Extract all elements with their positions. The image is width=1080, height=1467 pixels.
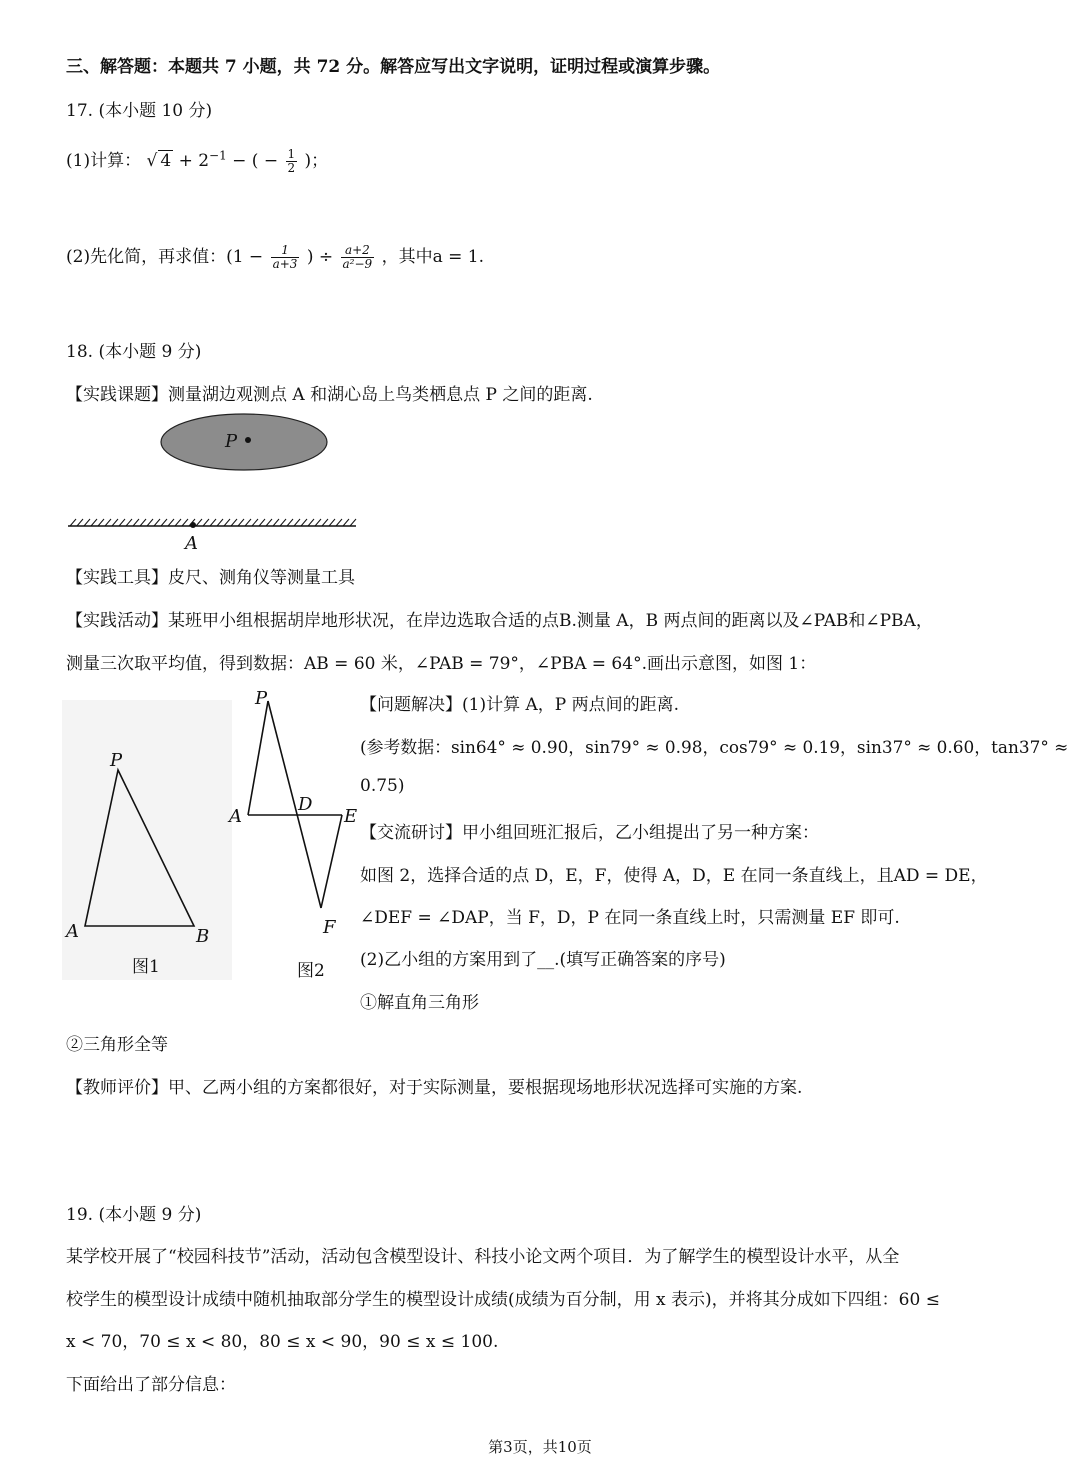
topic-label: 【实践课题】	[66, 385, 168, 405]
hatch-stroke	[70, 519, 76, 526]
lake-ellipse	[161, 414, 327, 470]
fig2-label-d: D	[298, 794, 313, 815]
q18-plan-line1: 如图 2，选择合适的点 D，E，F，使得 A，D，E 在同一条直线上，且AD = DE，	[360, 866, 988, 886]
q19-line2: 校学生的模型设计成绩中随机抽取部分学生的模型设计成绩(成绩为百分制，用 x 表示)，并将其分成如下四组：60 ≤	[66, 1290, 940, 1310]
q18-activity-line2: 测量三次取平均值，得到数据：AB = 60 米，∠PAB = 79°，∠PBA = 64°.画出示意图，如图 1：	[66, 654, 817, 674]
hatch-stroke	[252, 519, 258, 526]
hatch-stroke	[182, 519, 188, 526]
segment-pf	[268, 701, 321, 908]
q18-plan-line2: ∠DEF = ∠DAP，当 F，D，P 在同一条直线上时，只需测量 EF 即可.	[360, 908, 900, 928]
hatch-stroke	[259, 519, 265, 526]
q17-p1-fraction	[286, 148, 298, 175]
figure-2	[225, 682, 360, 982]
q18-solve	[360, 690, 679, 715]
hatch-stroke	[266, 519, 272, 526]
frac-den: a+3	[272, 257, 298, 271]
q17-part1	[66, 146, 328, 175]
eval-label: 【教师评价】	[66, 1078, 168, 1098]
page-footer: 第3页，共10页	[488, 1438, 592, 1456]
q18-title: 18. (本小题 9 分)	[66, 342, 202, 362]
hatch-stroke	[294, 519, 300, 526]
hatch-stroke	[126, 519, 132, 526]
q17-p2-end: ，其中a = 1.	[381, 247, 485, 267]
tools-label: 【实践工具】	[66, 568, 168, 588]
hatch-stroke	[217, 519, 223, 526]
frac-den: 2	[287, 161, 296, 175]
hatch-stroke	[168, 519, 174, 526]
hatch-stroke	[245, 519, 251, 526]
hatch-stroke	[315, 519, 321, 526]
lake-diagram	[60, 405, 380, 555]
q18-option2: ②三角形全等	[66, 1035, 168, 1055]
hatch-stroke	[329, 519, 335, 526]
q18-ref-line2: 0.75)	[360, 776, 405, 796]
q17-p1-exp: −1	[209, 148, 227, 163]
hatch-stroke	[105, 519, 111, 526]
q18-tools	[66, 563, 355, 588]
hatch-stroke	[175, 519, 181, 526]
shore-hatching	[70, 519, 356, 526]
q17-p2-fraction1	[271, 244, 300, 271]
hatch-stroke	[224, 519, 230, 526]
q17-p1-mid: + 2	[178, 151, 210, 171]
lake-point-dot	[245, 437, 251, 443]
q18-ref-line1: (参考数据：sin64° ≈ 0.90，sin79° ≈ 0.98，cos79° ≈ 0.19，sin37° ≈ 0.60，tan37° ≈	[360, 738, 1069, 758]
fig2-label-a: A	[229, 806, 242, 827]
hatch-stroke	[154, 519, 160, 526]
hatch-stroke	[133, 519, 139, 526]
activity-text: 某班甲小组根据胡岸地形状况，在岸边选取合适的点B.测量 A，B 两点间的距离以及∠PAB和∠PBA，	[168, 611, 933, 631]
tools-text: 皮尺、测角仪等测量工具	[168, 568, 355, 588]
q18-question2: (2)乙小组的方案用到了__.(填写正确答案的序号)	[360, 950, 726, 970]
hatch-stroke	[301, 519, 307, 526]
frac-num: 1	[271, 244, 300, 258]
topic-text: 测量湖边观测点 A 和湖心岛上鸟类栖息点 P 之间的距离.	[168, 385, 593, 405]
hatch-stroke	[84, 519, 90, 526]
hatch-stroke	[77, 519, 83, 526]
hatch-stroke	[287, 519, 293, 526]
hatch-stroke	[140, 519, 146, 526]
hatch-stroke	[119, 519, 125, 526]
sqrt-arg: 4	[160, 151, 172, 171]
frac-num: a+2	[341, 244, 375, 258]
fig2-label-e: E	[344, 806, 358, 827]
fig1-label-p: P	[110, 750, 123, 771]
q17-p2-prefix: (2)先化简，再求值：(1 −	[66, 247, 264, 267]
q18-topic	[66, 380, 593, 405]
q18-option1: ①解直角三角形	[360, 993, 479, 1013]
hatch-stroke	[210, 519, 216, 526]
segment-ef	[321, 815, 342, 908]
solve-text: (1)计算 A，P 两点间的距离.	[462, 695, 680, 715]
q17-title: 17. (本小题 10 分)	[66, 101, 213, 121]
hatch-stroke	[203, 519, 209, 526]
frac-den: a²−9	[342, 257, 373, 271]
q18-discuss	[360, 818, 819, 843]
q17-p1-prefix: (1)计算：	[66, 151, 142, 171]
fig1-caption: 图1	[132, 957, 160, 977]
solve-label: 【问题解决】	[360, 695, 462, 715]
segment-pa	[248, 701, 268, 815]
shore-point-dot	[190, 522, 196, 528]
discuss-text: 甲小组回班汇报后，乙小组提出了另一种方案：	[462, 823, 819, 843]
q17-p2-fraction2	[341, 244, 375, 271]
hatch-stroke	[161, 519, 167, 526]
q17-p2-mid: ) ÷	[306, 247, 334, 267]
fig2-label-p: P	[255, 688, 268, 709]
hatch-stroke	[147, 519, 153, 526]
q18-eval	[66, 1073, 802, 1098]
fig1-label-a: A	[66, 921, 79, 942]
hatch-stroke	[112, 519, 118, 526]
lake-point-label: P	[225, 431, 238, 452]
hatch-stroke	[322, 519, 328, 526]
discuss-label: 【交流研讨】	[360, 823, 462, 843]
section-header: 三、解答题：本题共 7 小题，共 72 分。解答应写出文字说明，证明过程或演算步骤。	[66, 57, 721, 77]
hatch-stroke	[343, 519, 349, 526]
hatch-stroke	[98, 519, 104, 526]
q18-activity-line1	[66, 606, 933, 631]
q17-p1-end: )；	[304, 151, 329, 171]
q19-title: 19. (本小题 9 分)	[66, 1205, 202, 1225]
hatch-stroke	[273, 519, 279, 526]
hatch-stroke	[238, 519, 244, 526]
q19-line4: 下面给出了部分信息：	[66, 1375, 236, 1395]
fig1-label-b: B	[196, 926, 210, 947]
hatch-stroke	[196, 519, 202, 526]
shore-point-label: A	[185, 533, 198, 554]
eval-text: 甲、乙两小组的方案都很好，对于实际测量，要根据现场地形状况选择可实施的方案.	[168, 1078, 803, 1098]
q17-part2	[66, 242, 484, 271]
figure-1	[62, 700, 232, 980]
hatch-stroke	[350, 519, 356, 526]
hatch-stroke	[280, 519, 286, 526]
frac-num: 1	[287, 147, 296, 161]
hatch-stroke	[91, 519, 97, 526]
hatch-stroke	[231, 519, 237, 526]
sqrt-symbol: √	[146, 151, 158, 171]
fig2-caption: 图2	[297, 961, 325, 981]
hatch-stroke	[308, 519, 314, 526]
q17-p1-after: − ( −	[232, 151, 279, 171]
q19-line1: 某学校开展了“校园科技节”活动，活动包含模型设计、科技小论文两个项目．为了解学生的模型设计水平，从全	[66, 1247, 900, 1267]
q19-line3: x < 70，70 ≤ x < 80，80 ≤ x < 90，90 ≤ x ≤ 100.	[66, 1332, 499, 1352]
fig2-label-f: F	[323, 917, 336, 938]
activity-label: 【实践活动】	[66, 611, 168, 631]
hatch-stroke	[336, 519, 342, 526]
